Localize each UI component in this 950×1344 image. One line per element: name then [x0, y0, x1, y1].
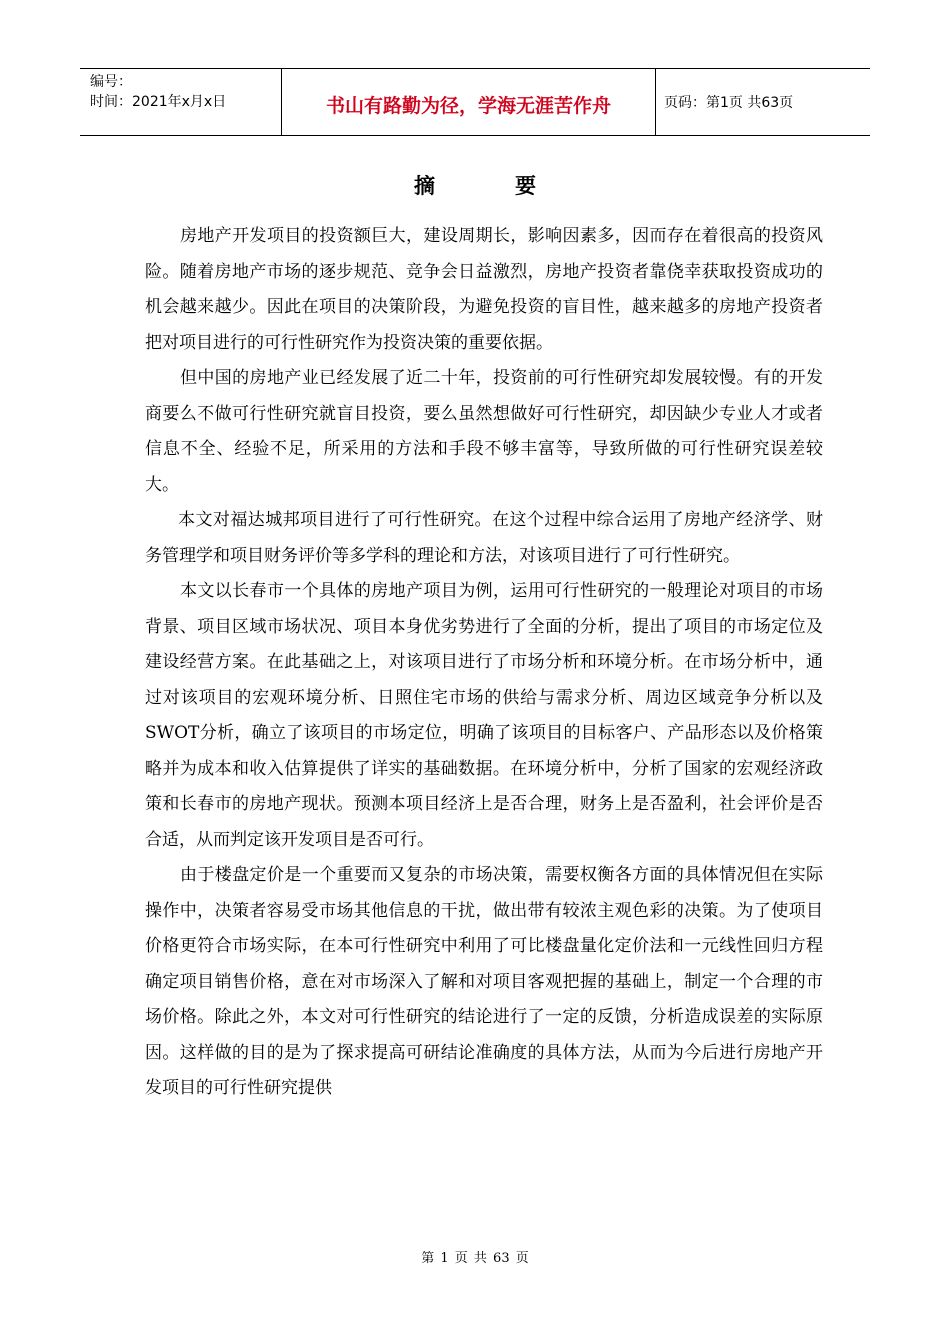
document-number-label: 编号：	[90, 74, 132, 90]
header-page-code: 页码：第1页 共63页	[664, 95, 794, 111]
header-table	[80, 68, 870, 136]
header-motto: 书山有路勤为径，学海无涯苦作舟	[325, 94, 611, 117]
paragraph: 房地产开发项目的投资额巨大，建设周期长，影响因素多，因而存在着很高的投资风险。随着房地产市场的逐步规范、竞争会日益激烈，房地产投资者靠侥幸获取投资成功的机会越来越少。因此在项目的决策阶段，为避免投资的盲目性，越来越多的房地产投资者把对项目进行的可行性研究作为投资决策的重要依据。	[145, 226, 823, 353]
paragraph: 由于楼盘定价是一个重要而又复杂的市场决策，需要权衡各方面的具体情况但在实际操作中，决策者容易受市场其他信息的干扰，做出带有较浓主观色彩的决策。为了使项目价格更符合市场实际，在本可行性研究中利用了可比楼盘量化定价法和一元线性回归方程确定项目销售价格，意在对市场深入了解和对项目客观把握的基础上，制定一个合理的市场价格。除此之外，本文对可行性研究的结论进行了一定的反馈，分析造成误差的实际原因。这样做的目的是为了探求提高可研结论准确度的具体方法，从而为今后进行房地产开发项目的可行性研究提供	[145, 865, 823, 1098]
header-meta-cell	[80, 69, 282, 135]
document-date-label: 时间：2021年x月x日	[90, 94, 227, 110]
paragraph: 本文对福达城邦项目进行了可行性研究。在这个过程中综合运用了房地产经济学、财务管理学和项目财务评价等多学科的理论和方法，对该项目进行了可行性研究。	[145, 510, 823, 566]
header-page-cell	[656, 69, 870, 135]
page-footer: 第 1 页 共 63 页	[421, 1251, 529, 1266]
page-title: 摘要	[414, 174, 616, 198]
abstract-body	[145, 219, 823, 1107]
paragraph: 本文以长春市一个具体的房地产项目为例，运用可行性研究的一般理论对项目的市场背景、项目区域市场状况、项目本身优劣势进行了全面的分析，提出了项目的市场定位及建设经营方案。在此基础之上，对该项目进行了市场分析和环境分析。在市场分析中，通过对该项目的宏观环境分析、日照住宅市场的供给与需求分析、周边区域竞争分析以及SWOT分析，确立了该项目的市场定位，明确了该项目的目标客户、产品形态以及价格策略并为成本和收入估算提供了详实的基础数据。在环境分析中，分析了国家的宏观经济政策和长春市的房地产现状。预测本项目经济上是否合理，财务上是否盈利，社会评价是否合适，从而判定该开发项目是否可行。	[145, 581, 823, 850]
paragraph: 但中国的房地产业已经发展了近二十年，投资前的可行性研究却发展较慢。有的开发商要么不做可行性研究就盲目投资，要么虽然想做好可行性研究，却因缺少专业人才或者信息不全、经验不足，所采用的方法和手段不够丰富等，导致所做的可行性研究误差较大。	[145, 368, 823, 495]
header-motto-cell	[282, 69, 656, 135]
